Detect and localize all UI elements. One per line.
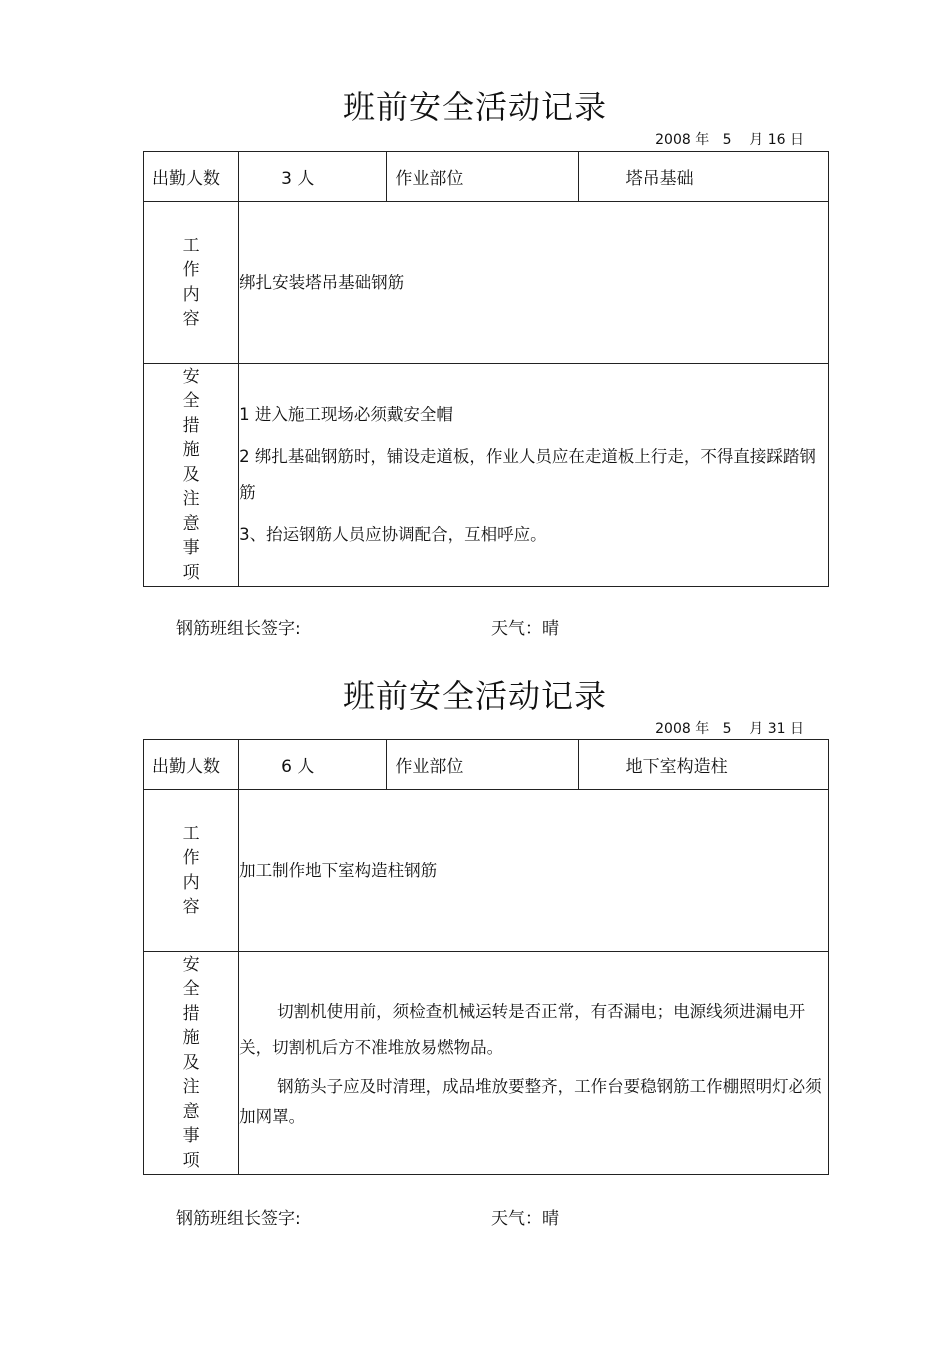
attendance-value: 6 人 [239,740,387,790]
record-1-title: 班前安全活动记录 [342,88,607,126]
record-2-date: 2008 年 5 月 31 日 [655,721,804,737]
safety-label-cell [144,364,239,587]
record-1-date: 2008 年 5 月 16 日 [655,132,804,148]
record-1-work-row [144,202,829,364]
record-2-safety-row [144,952,829,1175]
location-value: 地下室构造柱 [578,740,828,790]
safety-item: 3、抬运钢筋人员应协调配合，互相呼应。 [239,525,547,544]
work-content [239,202,829,364]
record-1-safety-row [144,364,829,587]
safety-label: 安全措施及注意事项 [182,366,200,583]
record-2-table [143,739,829,1175]
record-1-weather: 天气：晴 [491,619,559,639]
attendance-value: 3 人 [239,152,387,202]
location-label: 作业部位 [387,740,578,790]
attendance-label: 出勤人数 [144,152,239,202]
work-content-text: 绑扎安装塔吊基础钢筋 [239,272,405,292]
safety-content [239,952,829,1175]
record-1-signature-label: 钢筋班组长签字: [176,619,301,639]
safety-item: 1 进入施工现场必须戴安全帽 [239,405,453,424]
work-label: 工作内容 [182,823,200,917]
record-2-title: 班前安全活动记录 [342,677,607,715]
work-content [239,790,829,952]
attendance-label: 出勤人数 [144,740,239,790]
safety-label: 安全措施及注意事项 [182,954,200,1171]
safety-content [239,364,829,587]
location-value: 塔吊基础 [578,152,828,202]
record-2-weather: 天气：晴 [491,1209,559,1229]
record-2-signature-label: 钢筋班组长签字: [176,1209,301,1229]
record-1-header-row [144,152,829,202]
safety-label-cell [144,952,239,1175]
location-label: 作业部位 [387,152,578,202]
record-1-table [143,151,829,587]
safety-item: 切割机使用前，须检查机械运转是否正常，有否漏电；电源线须进漏电开关，切割机后方不准堆放易燃物品。 [239,1002,806,1057]
safety-item: 2 绑扎基础钢筋时，铺设走道板，作业人员应在走道板上行走，不得直接踩踏钢筋 [239,447,816,502]
work-label-cell [144,790,239,952]
work-label: 工作内容 [182,235,200,329]
record-2-header-row [144,740,829,790]
work-content-text: 加工制作地下室构造柱钢筋 [239,860,438,880]
safety-item: 钢筋头子应及时清理，成品堆放要整齐，工作台要稳钢筋工作棚照明灯必须加网罩。 [239,1077,822,1126]
work-label-cell [144,202,239,364]
record-2-work-row [144,790,829,952]
